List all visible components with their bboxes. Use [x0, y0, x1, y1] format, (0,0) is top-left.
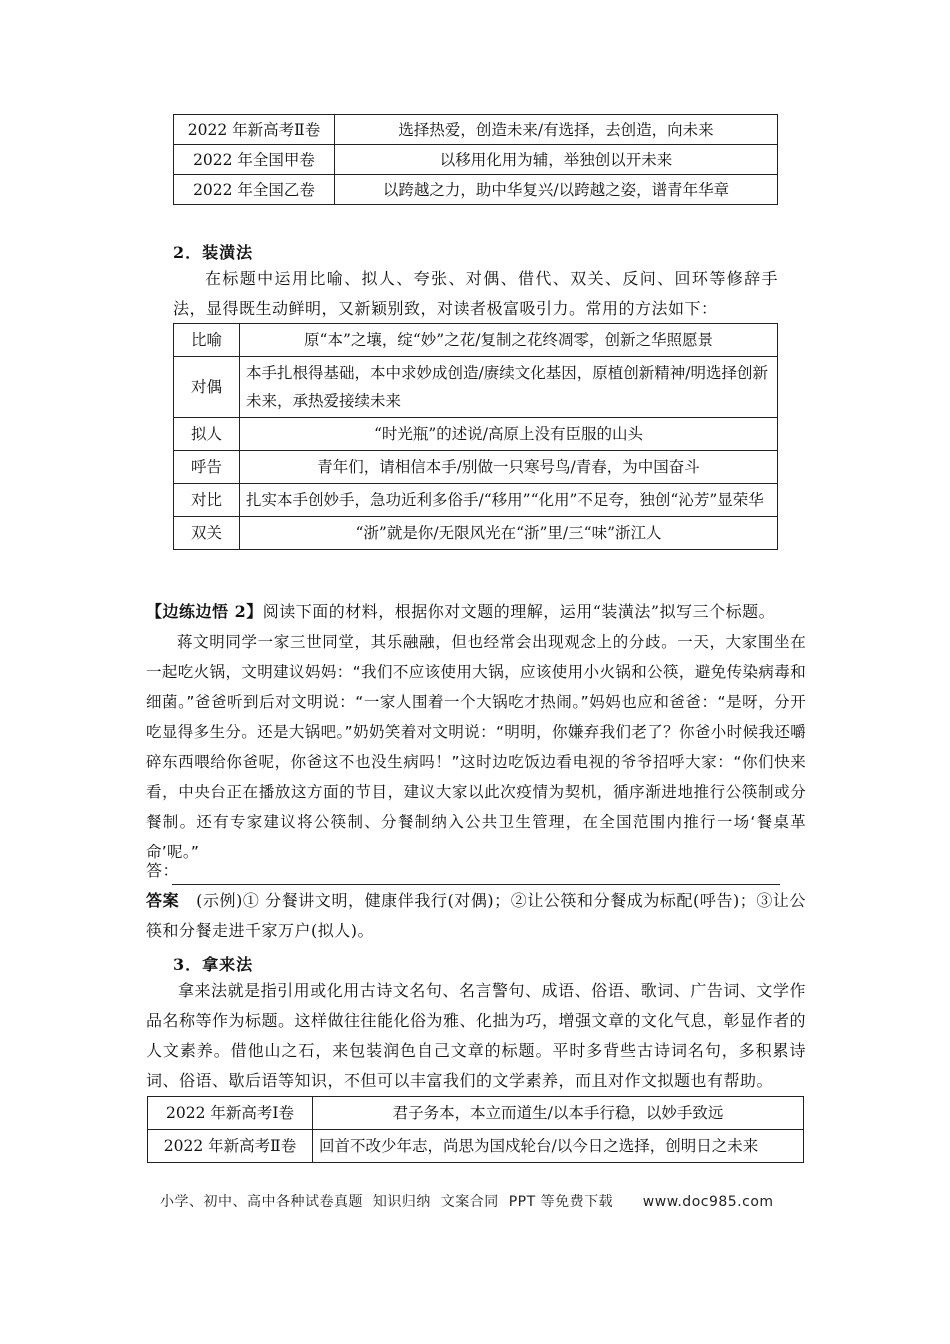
exam-year-cell: 2022 年全国乙卷: [174, 175, 335, 205]
table-row: [174, 175, 778, 205]
exam-title-cell: 选择热爱，创造未来/有选择，去创造，向未来: [335, 115, 778, 145]
rhetoric-type-cell: 双关: [174, 517, 240, 550]
table-row: [174, 484, 778, 517]
section-3-intro: 拿来法就是指引用或化用古诗文名句、名言警句、成语、俗语、歌词、广告词、文学作品名称等作为标题。这样做往往能化俗为雅、化拙为巧，增强文章的文化气息，彰显作者的人文素养。借他山之石，来包装润色自己文章的标题。平时多背些古诗词名句，多积累诗词、俗语、歇后语等知识，不但可以丰富我们的文学素养，而且对作文拟题也有帮助。: [146, 981, 807, 1090]
exam-title-cell: 回首不改少年志，尚思为国戍轮台/以今日之选择，创明日之未来: [313, 1130, 804, 1163]
table-row: [174, 418, 778, 451]
rhetoric-type-cell: 呼告: [174, 451, 240, 484]
table-row: [174, 145, 778, 175]
rhetoric-example-cell: 本手扎根得基础，本中求妙成创造/赓续文化基因，原植创新精神/明选择创新未来，承热爱接续未来: [240, 357, 778, 418]
answer-blank-line: [172, 868, 780, 885]
answer-text: (示例)① 分餐讲文明，健康伴我行(对偶)；②让公筷和分餐成为标配(呼告)；③让公筷和分餐走进千家万户(拟人)。: [146, 891, 806, 940]
exam-year-cell: 2022 年全国甲卷: [174, 145, 335, 175]
answer-block: [146, 886, 806, 946]
table-row: [148, 1097, 804, 1130]
rhetoric-type-cell: 拟人: [174, 418, 240, 451]
exam-title-cell: 君子务本，本立而道生/以本手行稳，以妙手致远: [313, 1097, 804, 1130]
exercise-prompt-line: [146, 597, 806, 627]
section-3-heading: 3．拿来法: [173, 955, 254, 974]
rhetoric-example-cell: 青年们，请相信本手/别做一只寒号鸟/青春，为中国奋斗: [240, 451, 778, 484]
rhetoric-type-cell: 对偶: [174, 357, 240, 418]
exercise-material: 蒋文明同学一家三世同堂，其乐融融，但也经常会出现观念上的分歧。一天，大家围坐在一起吃火锅，文明建议妈妈：“我们不应该使用大锅，应该使用小火锅和公筷，避免传染病毒和细菌。”爸爸听到后对文明说：“一家人围着一个大锅吃才热闹。”妈妈也应和爸爸：“是呀，分开吃显得多生分。还是大锅吧。”奶奶笑着对文明说：“明明，你嫌弃我们老了？你爸小时候我还嚼碎东西喂给你爸呢，你爸这不也没生病吗！”这时边吃饭边看电视的爷爷招呼大家：“你们快来看，中央台正在播放这方面的节目，建议大家以此次疫情为契机，循序渐进地推行公筷制或分餐制。还有专家建议将公筷制、分餐制纳入公共卫生管理，在全国范围内推行一场‘餐桌革命’呢。”: [146, 633, 806, 861]
exam-title-cell: 以移用化用为辅，举独创以开未来: [335, 145, 778, 175]
section-2-intro: 在标题中运用比喻、拟人、夸张、对偶、借代、双关、反问、回环等修辞手法，显得既生动鲜明，又新颖别致，对读者极富吸引力。常用的方法如下：: [173, 269, 778, 318]
table-row: [174, 517, 778, 550]
rhetoric-type-cell: 对比: [174, 484, 240, 517]
table-row: [174, 357, 778, 418]
exam-year-cell: 2022 年新高考Ⅰ卷: [148, 1097, 313, 1130]
rhetoric-example-cell: “时光瓶”的述说/高原上没有臣服的山头: [240, 418, 778, 451]
section-2-heading: 2．装潢法: [173, 243, 254, 262]
answer-label: 答案: [146, 891, 180, 910]
rhetoric-example-cell: 扎实本手创妙手，急功近利多俗手/“移用”“化用”不足夸，独创“沁芳”显荣华: [240, 484, 778, 517]
exam-year-cell: 2022 年新高考Ⅱ卷: [174, 115, 335, 145]
exam-title-table-1: [173, 114, 778, 205]
exam-title-cell: 以跨越之力，助中华复兴/以跨越之姿，谱青年华章: [335, 175, 778, 205]
exam-year-cell: 2022 年新高考Ⅱ卷: [148, 1130, 313, 1163]
answer-prefix: 答：: [146, 861, 180, 880]
exercise-label: 【边练边悟 2】: [146, 602, 263, 621]
rhetoric-type-cell: 比喻: [174, 324, 240, 357]
rhetoric-table: [173, 323, 778, 550]
footer-text: 小学、初中、高中各种试卷真题 知识归纳 文案合同 PPT 等免费下载 www.doc985.com: [160, 1194, 774, 1210]
table-row: [174, 115, 778, 145]
table-row: [174, 451, 778, 484]
table-row: [174, 324, 778, 357]
rhetoric-example-cell: 原“本”之壤，绽“妙”之花/复制之花终凋零，创新之华照愿景: [240, 324, 778, 357]
exercise-prompt: 阅读下面的材料，根据你对文题的理解，运用“装潢法”拟写三个标题。: [262, 602, 776, 621]
exam-title-table-2: [147, 1096, 804, 1163]
rhetoric-example-cell: “浙”就是你/无限风光在“浙”里/三“味”浙江人: [240, 517, 778, 550]
table-row: [148, 1130, 804, 1163]
